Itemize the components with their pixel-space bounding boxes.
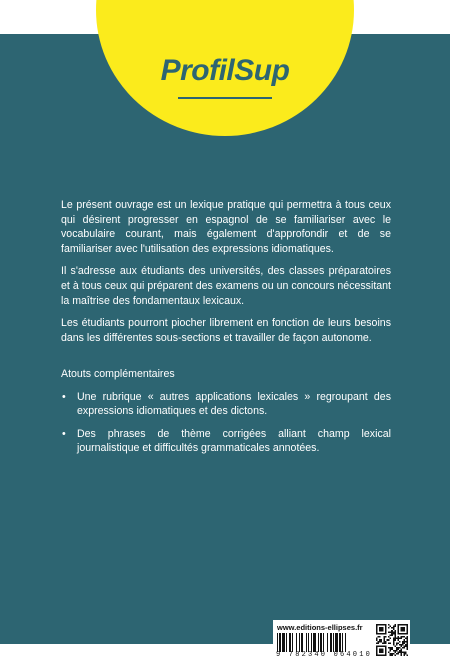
qr-module — [399, 641, 401, 643]
qr-module — [388, 636, 390, 638]
qr-module — [391, 654, 393, 656]
qr-module — [391, 627, 393, 629]
isbn-number: 9 782340 064010 — [276, 651, 373, 659]
list-item-text: Une rubrique « autres applications lexicales » regroupant des expressions idiomatiques et des dictons. — [77, 390, 391, 418]
cover-panel — [0, 34, 450, 659]
qr-module — [396, 653, 398, 655]
qr-module — [403, 651, 405, 653]
barcode-bar — [277, 633, 278, 652]
qr-module — [376, 639, 378, 641]
qr-module — [381, 639, 383, 641]
qr-module — [394, 651, 396, 653]
qr-module — [390, 648, 392, 650]
barcode-bar — [313, 633, 316, 652]
qr-module — [393, 641, 395, 643]
brand-underline — [178, 97, 272, 99]
barcode-bar — [289, 633, 291, 652]
description-paragraph: Les étudiants pourront piocher librement en fonction de leurs besoins dans les différentes sous-sections et travailler de façon autonome. — [61, 317, 391, 344]
qr-module — [384, 638, 386, 640]
atouts-list — [61, 390, 391, 456]
qr-module — [400, 650, 402, 652]
atouts-title: Atouts complémentaires — [61, 368, 175, 380]
qr-module — [390, 654, 392, 656]
qr-module — [391, 647, 393, 649]
qr-module — [394, 639, 396, 641]
bullet-icon: • — [62, 390, 66, 403]
qr-module — [393, 626, 395, 628]
barcode-bar — [345, 633, 346, 652]
qr-module — [406, 642, 408, 644]
qr-module — [399, 638, 401, 640]
barcode-bar — [330, 633, 332, 652]
qr-module — [394, 654, 396, 656]
qr-module — [406, 638, 408, 640]
qr-module — [402, 651, 404, 653]
qr-module — [384, 642, 386, 644]
qr-module — [394, 635, 396, 637]
qr-module — [393, 642, 395, 644]
barcode-bar — [333, 633, 334, 652]
qr-module — [384, 641, 386, 643]
qr-module — [385, 641, 387, 643]
barcode-bar — [320, 633, 322, 652]
qr-module — [381, 641, 383, 643]
qr-module — [400, 653, 402, 655]
qr-module — [397, 639, 399, 641]
qr-module — [397, 651, 399, 653]
qr-module — [400, 648, 402, 650]
qr-module — [399, 644, 401, 646]
qr-module — [384, 639, 386, 641]
qr-module — [390, 653, 392, 655]
qr-module — [399, 650, 401, 652]
qr-module — [379, 636, 381, 638]
barcode-bar — [318, 633, 319, 652]
qr-module — [400, 636, 402, 638]
qr-module — [400, 651, 402, 653]
qr-module — [397, 636, 399, 638]
qr-module — [402, 641, 404, 643]
qr-module — [384, 636, 386, 638]
qr-module — [394, 632, 396, 634]
qr-module — [402, 644, 404, 646]
qr-module — [388, 627, 390, 629]
qr-module — [397, 638, 399, 640]
barcode-bar — [323, 633, 324, 652]
qr-module — [379, 639, 381, 641]
qr-module — [394, 624, 396, 626]
barcode-bar — [339, 633, 341, 652]
qr-module — [397, 653, 399, 655]
barcode-bar — [342, 633, 343, 652]
publisher-website: www.editions-ellipses.fr — [277, 623, 363, 632]
barcode-bar — [286, 633, 287, 652]
qr-module — [405, 645, 407, 647]
qr-module — [403, 639, 405, 641]
description-paragraph: Il s'adresse aux étudiants des universités, des classes préparatoires et à tous ceux qui préparent des examens ou un concours nécessitant la maîtrise des fondamentaux lexicaux. — [61, 265, 391, 307]
barcode-icon — [277, 633, 371, 652]
barcode-bar — [308, 633, 309, 652]
qr-module — [391, 630, 393, 632]
qr-module — [397, 647, 399, 649]
qr-module — [396, 642, 398, 644]
qr-module — [394, 638, 396, 640]
qr-module — [390, 638, 392, 640]
qr-module — [394, 630, 396, 632]
qr-module — [391, 632, 393, 634]
list-item — [61, 390, 391, 419]
qr-module — [390, 647, 392, 649]
qr-module — [393, 632, 395, 634]
qr-module — [394, 633, 396, 635]
qr-module — [391, 648, 393, 650]
barcode-bar — [292, 633, 293, 652]
qr-module — [399, 651, 401, 653]
description — [61, 198, 391, 353]
qr-module — [399, 647, 401, 649]
qr-code-icon — [376, 624, 408, 656]
qr-module — [394, 650, 396, 652]
barcode-bar — [327, 633, 328, 652]
qr-module — [390, 642, 392, 644]
qr-module — [400, 654, 402, 656]
qr-module — [388, 647, 390, 649]
qr-module — [400, 644, 402, 646]
qr-module — [397, 648, 399, 650]
qr-module — [378, 636, 380, 638]
qr-module — [405, 651, 407, 653]
qr-module — [406, 636, 408, 638]
qr-module — [393, 644, 395, 646]
qr-module — [391, 635, 393, 637]
qr-module — [393, 653, 395, 655]
qr-module — [388, 651, 390, 653]
qr-module — [376, 642, 378, 644]
qr-module — [406, 654, 408, 656]
qr-module — [379, 627, 384, 632]
list-item — [61, 427, 391, 456]
qr-module — [394, 626, 396, 628]
qr-module — [400, 627, 405, 632]
barcode-bar — [306, 633, 307, 652]
barcode-bar — [299, 633, 300, 652]
qr-module — [405, 638, 407, 640]
qr-module — [402, 636, 404, 638]
qr-module — [406, 648, 408, 650]
qr-module — [390, 632, 392, 634]
qr-module — [393, 633, 395, 635]
qr-module — [403, 647, 405, 649]
qr-module — [393, 639, 395, 641]
qr-module — [406, 645, 408, 647]
qr-module — [400, 638, 402, 640]
qr-module — [406, 647, 408, 649]
qr-module — [379, 648, 384, 653]
qr-module — [378, 642, 380, 644]
description-paragraph: Le présent ouvrage est un lexique pratique qui permettra à tous ceux qui désirent progresser en espagnol de se familiariser avec le vocabulaire courant, mais également d'approfondir et de se familiariser avec l'utilisation des expressions idiomatiques. — [61, 199, 391, 255]
qr-module — [403, 645, 405, 647]
qr-module — [402, 647, 404, 649]
barcode-panel — [273, 620, 410, 660]
qr-module — [400, 645, 402, 647]
qr-module — [382, 642, 384, 644]
barcode-bar — [279, 633, 281, 652]
qr-module — [390, 635, 392, 637]
barcode-bar — [311, 633, 312, 652]
qr-module — [378, 641, 380, 643]
qr-module — [406, 641, 408, 643]
qr-module — [405, 653, 407, 655]
qr-module — [406, 639, 408, 641]
qr-module — [394, 636, 396, 638]
qr-module — [393, 627, 395, 629]
qr-module — [390, 650, 392, 652]
qr-module — [396, 638, 398, 640]
qr-module — [388, 624, 390, 626]
qr-module — [393, 629, 395, 631]
qr-module — [385, 642, 387, 644]
qr-module — [393, 650, 395, 652]
qr-module — [403, 654, 405, 656]
qr-module — [405, 644, 407, 646]
qr-module — [388, 639, 390, 641]
qr-module — [396, 644, 398, 646]
qr-module — [403, 642, 405, 644]
qr-module — [397, 642, 399, 644]
qr-module — [388, 632, 390, 634]
qr-module — [406, 644, 408, 646]
qr-module — [394, 645, 396, 647]
qr-module — [393, 638, 395, 640]
qr-module — [390, 626, 392, 628]
list-item-text: Des phrases de thème corrigées alliant champ lexical journalistique et difficultés grammaticales annotées. — [77, 427, 391, 455]
bullet-icon: • — [62, 427, 66, 440]
qr-module — [405, 641, 407, 643]
brand-logo: ProfilSup — [160, 54, 290, 87]
qr-module — [403, 653, 405, 655]
barcode-bar — [335, 633, 338, 652]
qr-module — [402, 642, 404, 644]
qr-module — [388, 642, 390, 644]
qr-module — [387, 639, 389, 641]
qr-module — [396, 647, 398, 649]
qr-module — [379, 641, 381, 643]
qr-module — [391, 633, 393, 635]
qr-module — [376, 638, 378, 640]
qr-module — [403, 636, 405, 638]
qr-module — [385, 636, 387, 638]
qr-module — [396, 650, 398, 652]
barcode-bar — [301, 633, 303, 652]
atouts-section — [61, 367, 391, 464]
qr-module — [396, 648, 398, 650]
barcode-bar — [282, 633, 285, 652]
qr-module — [391, 653, 393, 655]
barcode-bar — [296, 633, 297, 652]
qr-module — [403, 641, 405, 643]
